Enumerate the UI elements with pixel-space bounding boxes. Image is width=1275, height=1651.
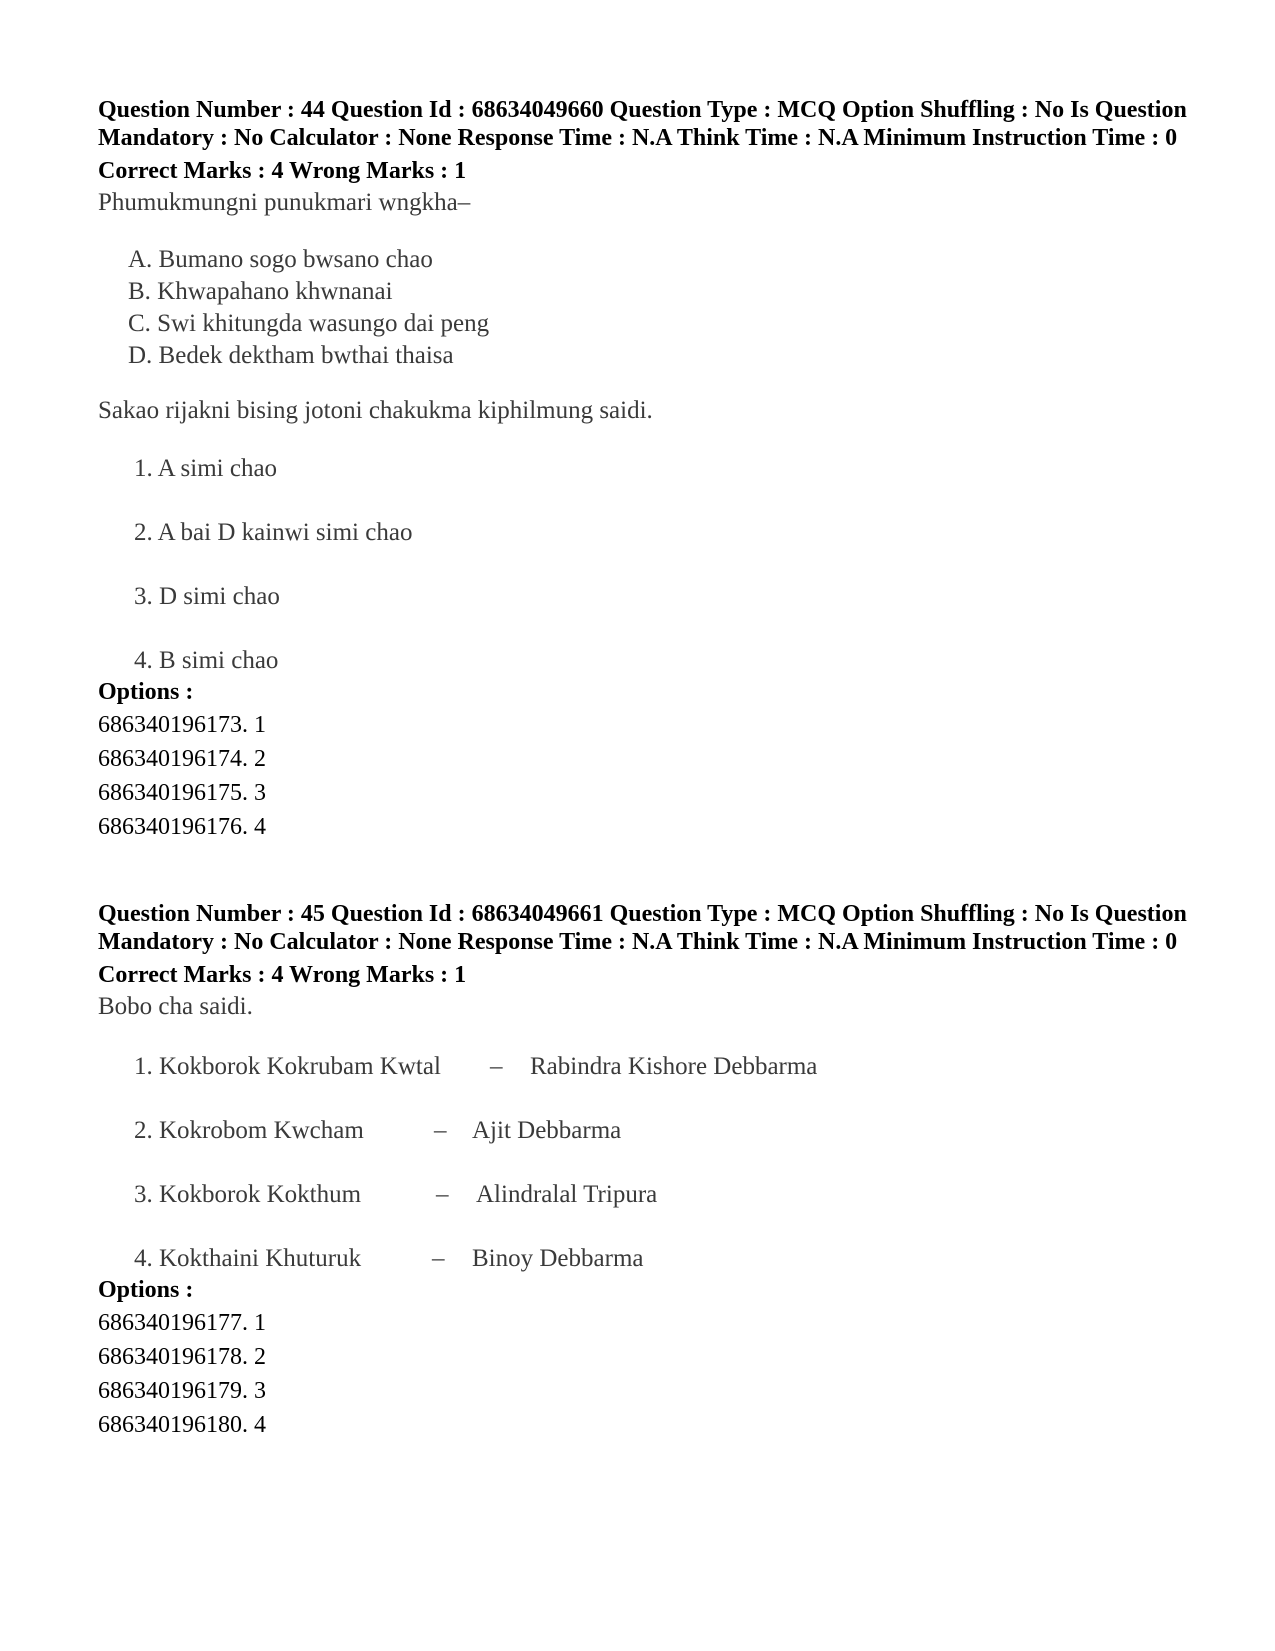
options-list <box>98 708 1188 844</box>
statement-c: C. Swi khitungda wasungo dai peng <box>128 310 490 337</box>
marks-line: Correct Marks : 4 Wrong Marks : 1 <box>98 158 467 184</box>
match-left: 3. Kokborok Kokthum <box>134 1181 362 1208</box>
statement-list <box>128 244 1188 372</box>
question-header: Question Number : 44 Question Id : 68634049660 Question Type : MCQ Option Shuffling : No Is Question Mandatory : No Calculator : None Response Time : N.A Think Time : N.A Minimum Instruction Time : 0 <box>98 97 1187 151</box>
match-dash: – <box>436 1181 449 1208</box>
options-label: Options : <box>98 679 194 705</box>
question-44 <box>98 96 1188 844</box>
option-2: 686340196178. 2 <box>98 1344 266 1370</box>
match-list <box>134 1052 1188 1276</box>
statement-a: A. Bumano sogo bwsano chao <box>128 246 433 273</box>
choice-3: 3. D simi chao <box>134 583 280 610</box>
match-dash: – <box>434 1117 447 1144</box>
question-stem: Bobo cha saidi. <box>98 993 253 1020</box>
statement-b: B. Khwapahano khwnanai <box>128 278 393 305</box>
match-right: Rabindra Kishore Debbarma <box>530 1053 818 1080</box>
question-prompt: Sakao rijakni bising jotoni chakukma kiphilmung saidi. <box>98 397 653 424</box>
option-2: 686340196174. 2 <box>98 746 266 772</box>
option-1: 686340196177. 1 <box>98 1310 266 1336</box>
choice-1: 1. A simi chao <box>134 455 278 482</box>
match-row-4 <box>134 1244 1188 1276</box>
marks-line: Correct Marks : 4 Wrong Marks : 1 <box>98 962 467 988</box>
match-right: Alindralal Tripura <box>476 1181 658 1208</box>
option-1: 686340196173. 1 <box>98 712 266 738</box>
statement-d: D. Bedek dektham bwthai thaisa <box>128 342 454 369</box>
match-left: 1. Kokborok Kokrubam Kwtal <box>134 1053 441 1080</box>
options-list <box>98 1306 1188 1442</box>
match-left: 2. Kokrobom Kwcham <box>134 1117 364 1144</box>
match-right: Binoy Debbarma <box>472 1245 644 1272</box>
match-row-1 <box>134 1052 1188 1116</box>
match-row-3 <box>134 1180 1188 1244</box>
question-header: Question Number : 45 Question Id : 68634049661 Question Type : MCQ Option Shuffling : No Is Question Mandatory : No Calculator : None Response Time : N.A Think Time : N.A Minimum Instruction Time : 0 <box>98 901 1187 955</box>
choice-list <box>134 454 1188 678</box>
match-right: Ajit Debbarma <box>472 1117 622 1144</box>
question-stem: Phumukmungni punukmari wngkha– <box>98 189 471 216</box>
options-label: Options : <box>98 1277 194 1303</box>
choice-4: 4. B simi chao <box>134 647 279 674</box>
option-4: 686340196176. 4 <box>98 814 266 840</box>
match-row-2 <box>134 1116 1188 1180</box>
match-dash: – <box>432 1245 445 1272</box>
option-3: 686340196179. 3 <box>98 1378 266 1404</box>
question-45 <box>98 900 1188 1442</box>
match-left: 4. Kokthaini Khuturuk <box>134 1245 362 1272</box>
choice-2: 2. A bai D kainwi simi chao <box>134 519 413 546</box>
option-4: 686340196180. 4 <box>98 1412 266 1438</box>
match-dash: – <box>490 1053 503 1080</box>
option-3: 686340196175. 3 <box>98 780 266 806</box>
